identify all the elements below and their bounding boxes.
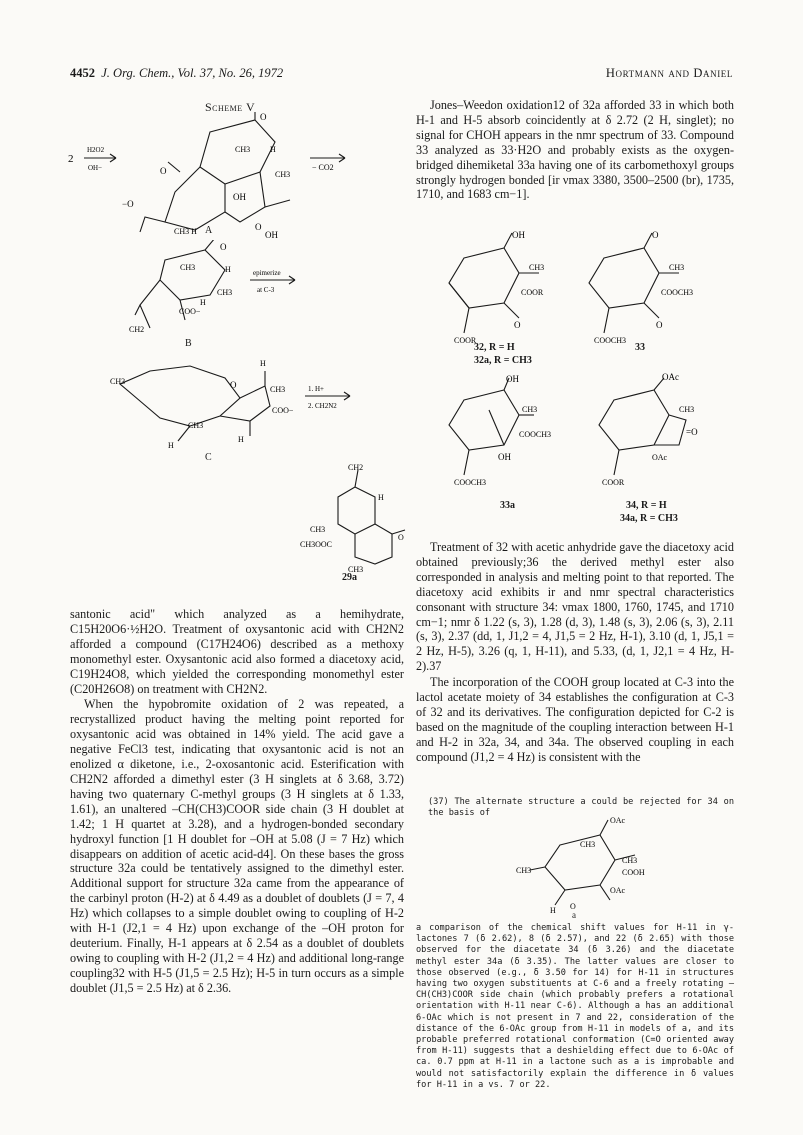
svg-text:COOH: COOH	[622, 868, 645, 877]
svg-text:O: O	[570, 902, 576, 911]
svg-text:H: H	[200, 298, 206, 307]
scheme-structure-a	[60, 112, 400, 240]
svg-text:CH3: CH3	[310, 525, 326, 534]
svg-text:OAc: OAc	[610, 886, 626, 895]
footnote-structure-a	[510, 815, 710, 915]
label-34: 34, R = H	[626, 500, 667, 511]
label-34a: 34a, R = CH3	[620, 513, 678, 524]
svg-text:COOCH3: COOCH3	[519, 430, 552, 439]
svg-text:H: H	[378, 493, 384, 502]
scheme-title: Scheme V	[205, 100, 256, 114]
label-a: A	[205, 225, 213, 236]
journal-name: J. Org. Chem., Vol. 37, No. 26, 1972	[101, 66, 284, 80]
svg-text:O: O	[652, 230, 659, 240]
svg-text:OAc: OAc	[652, 453, 668, 462]
svg-text:OAc: OAc	[662, 372, 679, 382]
right-paragraph-incorporation: The incorporation of the COOH group located at C-3 into the lactol acetate moiety of 34 establishes the configuration at C-3 of 32 and its derivatives. The configuration depicted for C-2 is based on the magnitude of the coupling interaction between H-1 and H-2 in 32a, 34, and 34a. The observed coupling in each compound (J1,2 = 4 Hz) is consistent with the	[416, 675, 734, 764]
svg-text:=O: =O	[686, 427, 698, 437]
svg-text:O: O	[260, 112, 267, 122]
page-number: 4452	[70, 66, 95, 80]
svg-text:OH: OH	[512, 230, 525, 240]
svg-text:CH3: CH3	[270, 385, 286, 394]
label-c: C	[205, 452, 212, 463]
svg-text:O: O	[514, 320, 521, 330]
svg-text:CH3 H: CH3 H	[174, 227, 197, 236]
svg-text:O: O	[230, 380, 237, 390]
right-top-text	[416, 98, 734, 203]
svg-text:H: H	[270, 145, 276, 154]
label-29a: 29a	[342, 572, 357, 583]
label-33a: 33a	[500, 500, 515, 511]
page-header	[70, 66, 733, 84]
label-32a: 32a, R = CH3	[474, 355, 532, 366]
svg-text:CH3: CH3	[275, 170, 291, 179]
structure-29a	[300, 462, 410, 577]
svg-text:CH2: CH2	[348, 463, 364, 472]
right-paragraph-acetic: Treatment of 32 with acetic anhydride gave the diacetoxy acid obtained previously;36 the derived methyl ester also corresponded in analysis and melting point to that reported. The diacetoxy acid exhibits ir and nmr spectral characteristics consonant with structure 34: νmax 1800, 1760, 1745, and 1710 cm−1; nmr δ 1.22 (s, 3), 1.28 (d, 3), 1.48 (s, 3), 2.06 (s, 3), 2.11 (s, 3), 2.37 (dd, 1, J1,2 = 4, J1,5 = 2 Hz, H-1), 3.10 (d, 1, J5,1 = 2 Hz, H-5), 3.26 (q, 1, H-11), and 5.33, (d, 1, J2,1 = 4 Hz, H-2).37	[416, 540, 734, 674]
epimerize-position: at C-3	[257, 286, 275, 294]
loss-co2: − CO2	[312, 163, 334, 172]
svg-text:CH3: CH3	[516, 866, 532, 875]
right-middle-text	[416, 540, 734, 766]
svg-text:COO−: COO−	[179, 307, 201, 316]
svg-text:CH2: CH2	[129, 325, 145, 334]
svg-text:O: O	[220, 242, 227, 252]
svg-text:COOCH3: COOCH3	[661, 288, 694, 297]
svg-text:OH: OH	[233, 192, 246, 202]
svg-text:CH3: CH3	[669, 263, 685, 272]
epimerize-label: epimerize	[253, 269, 281, 277]
svg-text:COO−: COO−	[272, 406, 294, 415]
svg-text:CH3: CH3	[110, 377, 126, 386]
svg-text:2: 2	[68, 153, 74, 165]
svg-text:H: H	[225, 265, 231, 274]
svg-text:CH3: CH3	[188, 421, 204, 430]
svg-text:O: O	[160, 166, 167, 176]
svg-text:CH3: CH3	[217, 288, 233, 297]
journal-citation	[70, 66, 283, 81]
svg-text:CH3: CH3	[235, 145, 251, 154]
left-paragraph-1: santonic acid" which analyzed as a hemihydrate, C15H20O6·½H2O. Treatment of oxysantonic acid with CH2N2 afforded a compound (C17H24O6) described as a methoxy monomethyl ester. Oxysantonic acid also formed a diacetoxy acid, C19H24O8, which yielded the corresponding monomethyl ester (C20H26O8) on treatment with CH2N2.	[70, 607, 404, 696]
svg-text:O: O	[255, 222, 262, 232]
svg-text:H: H	[238, 435, 244, 444]
svg-text:H: H	[168, 441, 174, 450]
step-c-diazomethane: 2. CH2N2	[308, 402, 337, 410]
footnote-37-start: (37) The alternate structure a could be rejected for 34 on the basis of	[428, 797, 734, 819]
svg-text:H: H	[260, 359, 266, 368]
svg-text:O: O	[398, 533, 404, 542]
label-b: B	[185, 338, 192, 349]
svg-text:OAc: OAc	[610, 816, 626, 825]
svg-text:−O: −O	[122, 199, 134, 209]
svg-text:CH3: CH3	[622, 856, 638, 865]
reagent-h2o2: H2O2	[87, 146, 105, 154]
svg-text:CH3: CH3	[180, 263, 196, 272]
scheme-structure-b	[125, 240, 345, 345]
svg-text:OH: OH	[498, 452, 511, 462]
svg-text:COOR: COOR	[521, 288, 544, 297]
svg-text:COOR: COOR	[602, 478, 625, 487]
svg-text:O: O	[656, 320, 663, 330]
footnote-37-continued: a comparison of the chemical shift values for H-11 in γ-lactones 7 (δ 2.62), 8 (δ 2.57), and 22 (δ 2.65) with those observed for the diacetate 34 (δ 3.26) and the diacetate methyl ester 34a (δ 3.35). The latter values are closer to those observed (e.g., δ 3.50 for 14) for H-11 in structures having two oxygen substituents at C-6 and a freely rotating –CH(CH3)COOR side chain (which probably prefers a rotational orientation with H-11 near C-6). Although a has an additional 6-OAc which is not present in 7 and 22, consideration of the distance of the 6-OAc group from H-11 in models of a, and its probable preferred rotational conformation (C=O oriented away from H-11) suggests that a deshielding effect due to 6-OAc of ca. 0.7 ppm at H-11 in a lactone such as a is improbable and would not satisfactorily explain the difference in δ values for H-11 in a vs. 7 or 22.	[416, 923, 734, 1090]
svg-text:H: H	[550, 906, 556, 915]
svg-text:CH3OOC: CH3OOC	[300, 540, 333, 549]
svg-text:OH: OH	[265, 230, 278, 240]
left-paragraph-2: When the hypobromite oxidation of 2 was repeated, a recrystallized product having the melting point reported for oxysantonic acid was obtained in 14% yield. The acid gave a negative FeCl3 test, indicating that oxysantonic acid is not an enolized α diketone, i.e., 2-oxosantonic acid. Esterification with CH2N2 afforded a dimethyl ester (3 H singlets at δ 3.68, 3.72) having two quaternary C-methyl groups (3 H singlets at δ 1.33, 1.61), an unaltered –CH(CH3)COOR side chain (3 H doublet at 1.42; 1 H quartet at 3.28), and a hydrogen-bonded secondary hydroxyl function [1 H doublet for –OH at 5.08 (J = 7 Hz) which disappears on addition of acetic acid-d4]. On these bases the gross structure 32a could be tentatively assigned to the dimethyl ester. Additional support for structure 32a came from the appearance of the carbinyl proton (H-2) at δ 4.49 as a doublet of doublets (J = 7, 4 Hz) which collapses to a simple doublet owing to coupling of H-2 with H-1 (J2,1 = 4 Hz) upon exchange of the –OH proton for deuterium. Finally, H-1 appears at δ 2.54 as a doublet of doublets owing to coupling with H-2 (J1,2 = 4 Hz) and additional long-range coupling32 with H-5 (J1,5 = 2.5 Hz); H-5 in turn occurs as a simple doublet (J1,5 = 2.5 Hz) at δ 2.36.	[70, 697, 404, 995]
svg-text:CH3: CH3	[679, 405, 695, 414]
svg-text:COOCH3: COOCH3	[594, 336, 627, 345]
step-c-acid: 1. H+	[308, 385, 325, 393]
svg-text:COOCH3: COOCH3	[454, 478, 487, 487]
scheme-structure-c	[100, 356, 360, 456]
svg-text:CH3: CH3	[522, 405, 538, 414]
left-column-text	[70, 607, 404, 997]
running-authors: Hortmann and Daniel	[605, 66, 733, 80]
svg-text:OH: OH	[506, 374, 519, 384]
label-footnote-a: a	[572, 910, 576, 920]
svg-text:CH3: CH3	[348, 565, 364, 574]
svg-text:COOR: COOR	[454, 336, 477, 345]
label-32: 32, R = H	[474, 342, 515, 353]
svg-text:CH3: CH3	[529, 263, 545, 272]
reagent-oh: OH−	[88, 164, 103, 172]
right-paragraph-jones: Jones–Weedon oxidation12 of 32a afforded 33 in which both H-1 and H-5 absorb coincidently at δ 2.72 (2 H, singlet); no signal for CHOH appears in the nmr spectrum of 33. Compound 33 analyzed as 33·H2O and probably exists as the oxygen-bridged dihemiketal 33a having one of its carbomethoxyl groups strongly hydrogen bonded [ir νmax 3380, 3500–2500 (br), 1735, 1710, and 1683 cm−1].	[416, 98, 734, 202]
structures-32-33	[424, 228, 734, 368]
structures-33a-34	[424, 370, 734, 500]
label-33: 33	[635, 342, 645, 353]
svg-text:CH3: CH3	[580, 840, 596, 849]
